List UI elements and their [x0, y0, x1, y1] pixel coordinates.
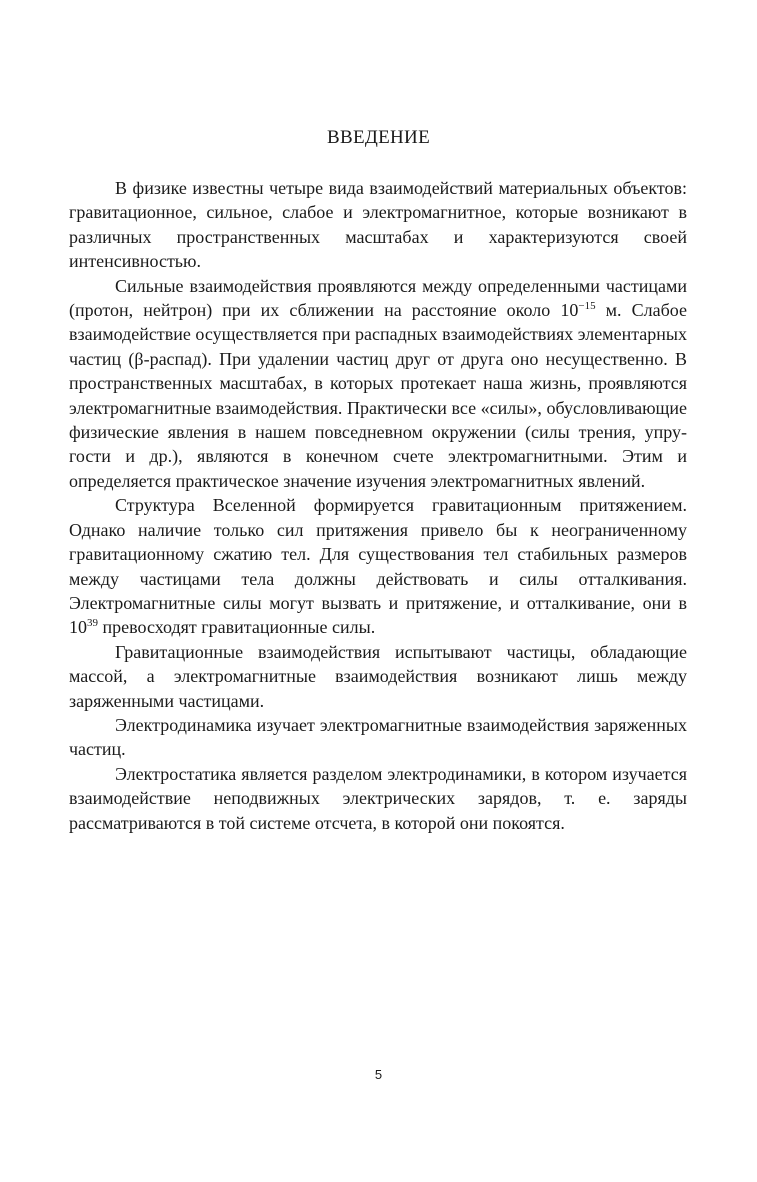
paragraph: Электростатика является разделом электродинамики, в котором изучается взаимодействие неподвижных электрических зарядов, т. е. заряды рассматриваются в той системе отсчета, в которой они покоятся. — [69, 763, 687, 833]
paragraph: Электродинамика изучает электромагнитные взаимодействия заряженных частиц. — [69, 714, 687, 760]
body-text — [69, 176, 687, 835]
paragraph-text: Структура Вселенной формируется гравитационным притяжением. Однако наличие только сил притяжения привело бы к неограниченному гравитационному сжатию тел. Для существования тел стабильных размеров между частицами тела должны действовать и силы отталкивания. Электромагнитные силы могут вызвать и притяжение, и отталкивание, они в 10 — [69, 495, 687, 638]
paragraph-text: м. Слабое взаимодействие осуществляется при распадных взаимодействиях элементарных частиц (β-распад). При удалении частиц друг от друга оно несущественно. В пространственных масштабах, в которых протекает наша жизнь, проявляются электромагнитные взаимодействия. Практически все «силы», обусловливающие физические явления в нашем повседневном окружении (силы трения, упругости и др.), являются в конечном счете электромагнитными. Этим и определяется практическое значение изучения электромагнитных явлений. — [69, 300, 687, 491]
paragraph: Гравитационные взаимодействия испытывают частицы, обладающие массой, а электромагнитные взаимодействия возникают лишь между заряженными частицами. — [69, 641, 687, 711]
paragraph-text: Сильные взаимодействия проявляются между определенными частицами (протон, нейтрон) при их сближении на расстояние около 10 — [69, 275, 687, 321]
paragraph — [69, 493, 687, 639]
exponent: 39 — [87, 617, 98, 630]
exponent: −15 — [578, 300, 596, 313]
paragraph — [69, 274, 687, 494]
paragraph: В физике известны четыре вида взаимодействий материальных объектов: гравитационное, сильное, слабое и электромагнитное, которые возникают в различных пространственных масштабах и характеризуются своей интенсивностью. — [69, 178, 687, 272]
page-number: 5 — [374, 1067, 383, 1082]
page-title: ВВЕДЕНИЕ — [327, 127, 430, 148]
paragraph-text: превосходят гравитационные силы. — [98, 617, 376, 638]
